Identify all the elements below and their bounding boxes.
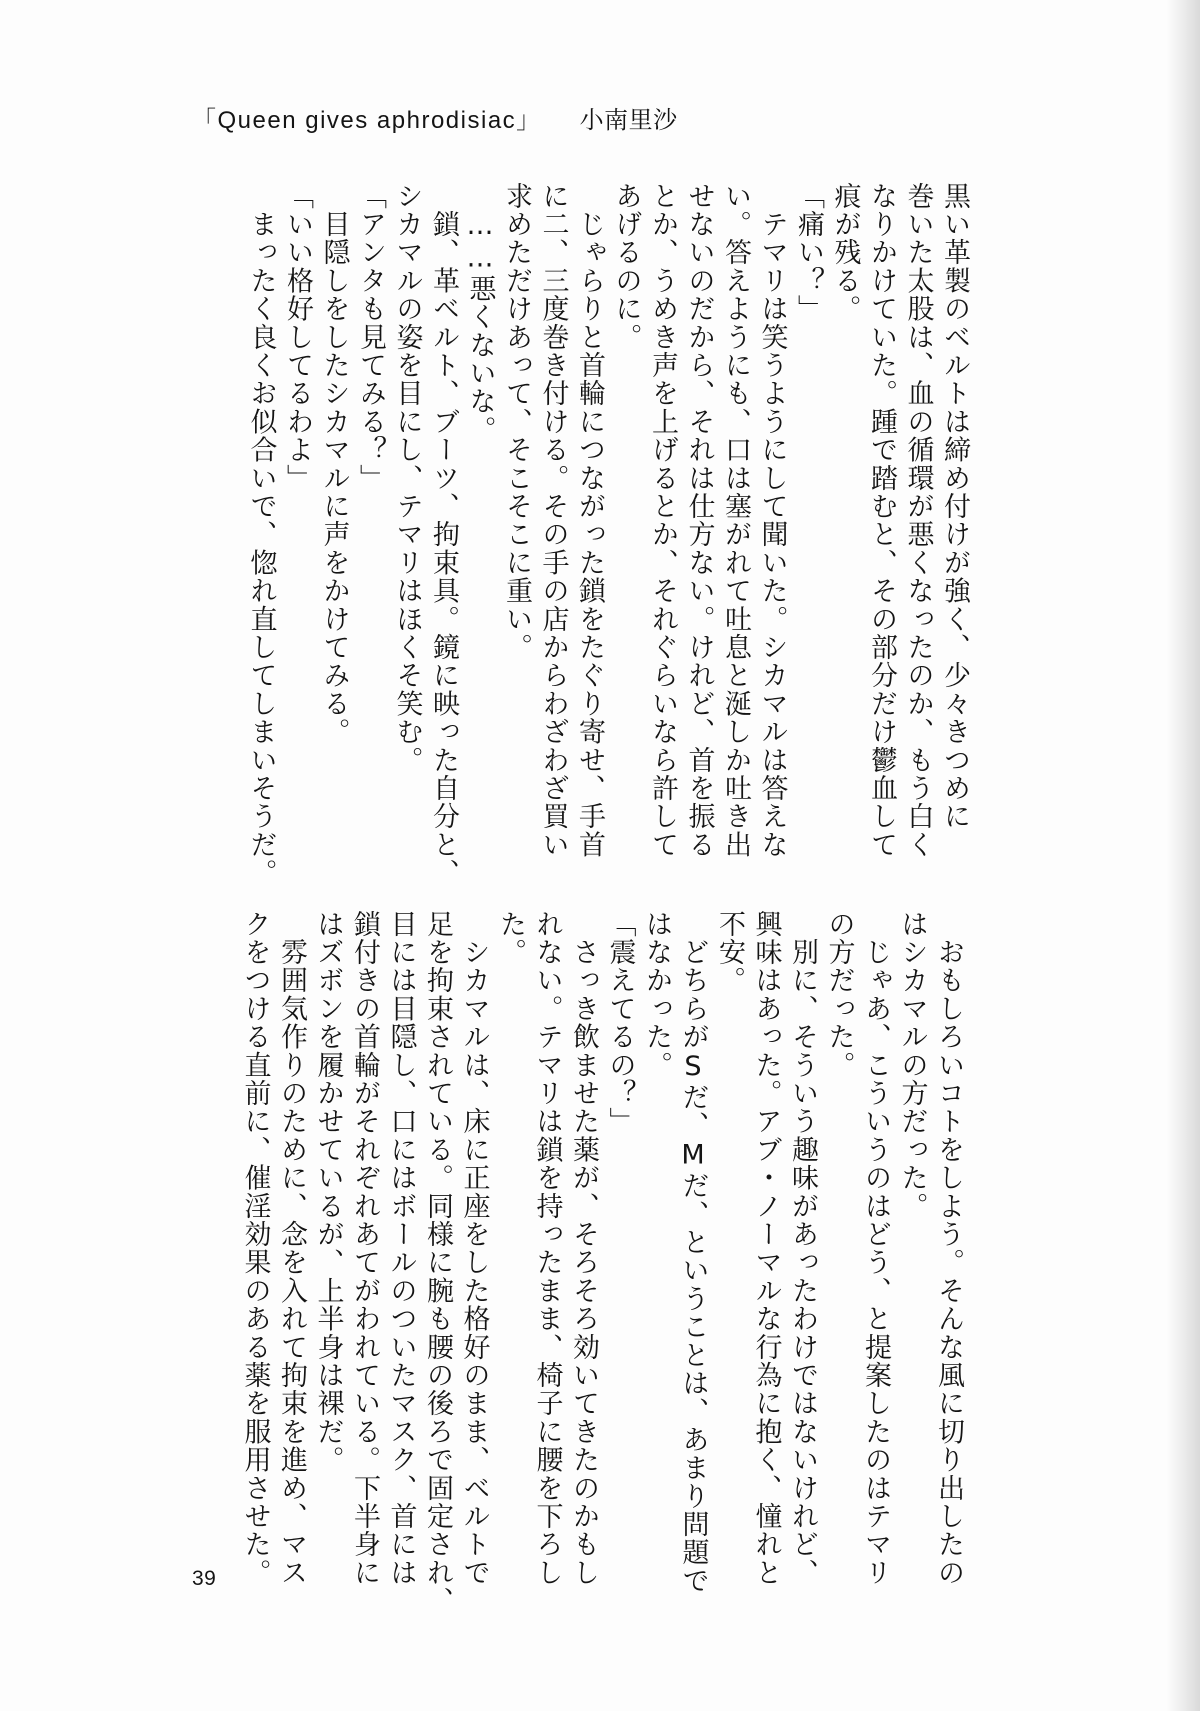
- text-line: 「震えてるの？」: [604, 910, 636, 1136]
- text-line: あげるのに。: [610, 182, 642, 352]
- text-line: とか、うめき声を上げるとか、それぐらいなら許して: [647, 182, 678, 859]
- text-line: シカマルの姿を目にし、テマリはほくそ笑む。: [391, 182, 423, 775]
- text-line: まったく良くお似合いで、惚れ直してしまいそうだ。: [245, 182, 277, 887]
- text-line: なりかけていた。踵で踏むと、その部分だけ鬱血して: [866, 182, 897, 859]
- text-line: おもしろいコトをしよう。そんな風に切り出したの: [933, 910, 964, 1587]
- story-title: 「Queen gives aphrodisiac」: [192, 107, 542, 134]
- text-line: 不安。: [714, 910, 745, 995]
- text-line: クをつける直前に、催淫効果のある薬を服用させた。: [239, 910, 271, 1587]
- text-line: じゃあ、こういうのはどう、と提案したのはテマリ: [860, 910, 891, 1587]
- text-line: 巻いた太股は、血の循環が悪くなったのか、もう白く: [902, 182, 934, 859]
- text-line: れない。テマリは鎖を持ったまま、椅子に腰を下ろし: [531, 910, 563, 1587]
- text-line: 目には目隠し、口にはボールのついたマスク、首には: [385, 910, 417, 1587]
- text-line: はシカマルの方だった。: [896, 910, 928, 1221]
- text-line: せないのだから、それは仕方ない。けれど、首を振る: [683, 182, 715, 859]
- text-line: の方だった。: [823, 910, 855, 1080]
- text-line: どちらがSだ、Mだ、ということは、あまり問題で: [677, 910, 709, 1595]
- text-line: 「いい格好してるわよ」: [282, 182, 313, 493]
- text-line: 求めただけあって、そこそこに重い。: [501, 182, 532, 662]
- text-line: 鎖付きの首輪がそれぞれあてがわれている。下半身に: [349, 910, 380, 1587]
- binding-shadow: [1166, 0, 1200, 1711]
- text-line: た。: [495, 910, 526, 967]
- running-header: [192, 100, 678, 135]
- text-line: 雰囲気作りのために、念を入れて拘束を進め、マス: [276, 910, 307, 1587]
- text-line: 足を拘束されている。同様に腕も腰の後ろで固定され、: [422, 910, 453, 1615]
- text-line: 鎖、革ベルト、ブーツ、拘束具。鏡に映った自分と、: [428, 182, 459, 887]
- page-number: 39: [192, 1567, 217, 1590]
- text-line: 痕が残る。: [829, 182, 861, 323]
- text-line: 「アンタも見てみる？」: [355, 182, 386, 493]
- text-line: ……悪くないな。: [464, 182, 496, 444]
- text-line: 別に、そういう趣味があったわけではないけれど、: [787, 910, 818, 1587]
- text-line: 「痛い？」: [793, 182, 824, 323]
- text-line: い。答えようにも、口は塞がれて吐息と涎しか吐き出: [720, 182, 751, 859]
- text-line: 目隠しをしたシカマルに声をかけてみる。: [318, 182, 350, 746]
- author-name: 小南里沙: [579, 106, 678, 134]
- text-line: に二、三度巻き付ける。その手の店からわざわざ買い: [537, 182, 569, 859]
- text-line: テマリは笑うようにして聞いた。シカマルは答えな: [756, 182, 788, 859]
- text-line: はズボンを履かせているが、上半身は裸だ。: [312, 910, 344, 1474]
- text-line: 黒い革製のベルトは締め付けが強く、少々きつめに: [939, 182, 970, 831]
- text-block-bottom: [206, 910, 966, 1615]
- text-line: シカマルは、床に正座をした格好のまま、ベルトで: [458, 910, 490, 1587]
- text-line: 興味はあった。アブ・ノーマルな行為に抱く、憧れと: [750, 910, 782, 1587]
- text-line: じゃらりと首輪につながった鎖をたぐり寄せ、手首: [574, 182, 605, 859]
- text-line: はなかった。: [641, 910, 672, 1080]
- text-line: さっき飲ませた薬が、そろそろ効いてきたのかもし: [568, 910, 599, 1587]
- text-block-top: [202, 182, 972, 887]
